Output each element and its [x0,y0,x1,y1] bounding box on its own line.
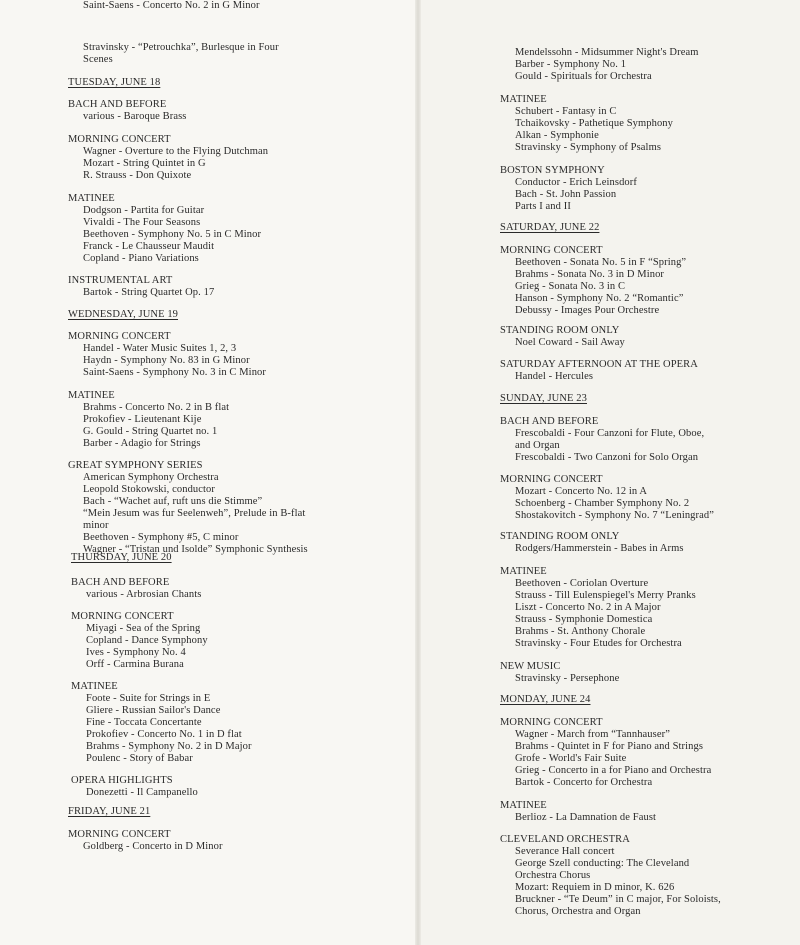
program-item: Bartok - String Quartet Op. 17 [83,287,215,298]
section-heading: OPERA HIGHLIGHTS [71,775,173,786]
section-heading: MORNING CONCERT [68,829,171,840]
program-item: Bartok - Concerto for Orchestra [515,777,653,788]
program-item: Mendelssohn - Midsummer Night's Dream [515,47,699,58]
section-heading: BACH AND BEFORE [71,577,170,588]
program-item: Mozart - Concerto No. 12 in A [515,486,648,497]
day-heading: FRIDAY, JUNE 21 [68,806,151,817]
program-item: Foote - Suite for Strings in E [86,693,211,704]
program-item: Orchestra Chorus [515,870,591,881]
program-item: Donezetti - Il Campanello [86,787,198,798]
program-item: Scenes [83,54,113,65]
program-item: Bruckner - “Te Deum” in C major, For Soloists, [515,894,721,905]
section-heading: BACH AND BEFORE [68,99,167,110]
section-heading: MATINEE [500,800,547,811]
day-heading: SUNDAY, JUNE 23 [500,393,587,404]
program-item: Grofe - World's Fair Suite [515,753,627,764]
program-item: Severance Hall concert [515,846,615,857]
program-item: Shostakovitch - Symphony No. 7 “Leningrad” [515,510,715,521]
section-heading: GREAT SYMPHONY SERIES [68,460,203,471]
program-item: Copland - Dance Symphony [86,635,208,646]
program-item: Gould - Spirituals for Orchestra [515,71,652,82]
program-item: Vivaldi - The Four Seasons [83,217,201,228]
day-heading: TUESDAY, JUNE 18 [68,77,161,88]
day-heading: THURSDAY, JUNE 20 [71,552,172,563]
program-item: Parts I and II [515,201,571,212]
section-heading: MATINEE [68,390,115,401]
program-item: Brahms - Concerto No. 2 in B flat [83,402,230,413]
program-item: Bach - St. John Passion [515,189,617,200]
program-item: Brahms - Symphony No. 2 in D Major [86,741,252,752]
section-heading: MORNING CONCERT [68,134,171,145]
day-heading: MONDAY, JUNE 24 [500,694,591,705]
program-item: Franck - Le Chausseur Maudit [83,241,215,252]
program-item: Beethoven - Coriolan Overture [515,578,649,589]
section-heading: MATINEE [500,94,547,105]
program-item: Gliere - Russian Sailor's Dance [86,705,221,716]
program-item: Strauss - Symphonie Domestica [515,614,653,625]
program-item: Wagner - “Tristan und Isolde” Symphonic Synthesis [83,544,308,555]
program-item: Stravinsky - Four Etudes for Orchestra [515,638,682,649]
program-item: Conductor - Erich Leinsdorf [515,177,637,188]
program-item: Grieg - Sonata No. 3 in C [515,281,626,292]
program-item: Chorus, Orchestra and Organ [515,906,641,917]
program-item: minor [83,520,109,531]
day-heading: SATURDAY, JUNE 22 [500,222,600,233]
program-item: Beethoven - Sonata No. 5 in F “Spring” [515,257,687,268]
program-item: American Symphony Orchestra [83,472,219,483]
program-item: Liszt - Concerto No. 2 in A Major [515,602,661,613]
program-item: Stravinsky - Persephone [515,673,620,684]
program-item: Haydn - Symphony No. 83 in G Minor [83,355,250,366]
page-fold [415,0,421,945]
program-item: Mozart - String Quintet in G [83,158,206,169]
section-heading: MATINEE [71,681,118,692]
program-item: Stravinsky - “Petrouchka”, Burlesque in Four [83,42,279,53]
section-heading: MORNING CONCERT [500,717,603,728]
program-item: Bach - “Wachet auf, ruft uns die Stimme” [83,496,263,507]
program-item: Alkan - Symphonie [515,130,599,141]
program-item: Mozart: Requiem in D minor, K. 626 [515,882,675,893]
program-item: Noel Coward - Sail Away [515,337,625,348]
program-item: “Mein Jesum was fur Seelenweh”, Prelude in B-flat [83,508,306,519]
program-item: Goldberg - Concerto in D Minor [83,841,223,852]
program-item: Beethoven - Symphony #5, C minor [83,532,239,543]
section-heading: CLEVELAND ORCHESTRA [500,834,630,845]
program-item: Stravinsky - Symphony of Psalms [515,142,662,153]
program-item: Saint-Saens - Symphony No. 3 in C Minor [83,367,266,378]
program-item: Brahms - St. Anthony Chorale [515,626,646,637]
program-item: and Organ [515,440,560,451]
section-heading: INSTRUMENTAL ART [68,275,173,286]
section-heading: BACH AND BEFORE [500,416,599,427]
program-item: Schoenberg - Chamber Symphony No. 2 [515,498,690,509]
section-heading: SATURDAY AFTERNOON AT THE OPERA [500,359,698,370]
program-item: Wagner - March from “Tannhauser” [515,729,670,740]
section-heading: NEW MUSIC [500,661,561,672]
program-item: Handel - Water Music Suites 1, 2, 3 [83,343,237,354]
program-item: R. Strauss - Don Quixote [83,170,192,181]
program-item: Grieg - Concerto in a for Piano and Orchestra [515,765,712,776]
program-item: Frescobaldi - Four Canzoni for Flute, Oboe, [515,428,705,439]
program-item: George Szell conducting: The Cleveland [515,858,690,869]
program-item: G. Gould - String Quartet no. 1 [83,426,218,437]
program-item: Schubert - Fantasy in C [515,106,617,117]
program-item: Hanson - Symphony No. 2 “Romantic” [515,293,684,304]
section-heading: MATINEE [500,566,547,577]
program-item: Berlioz - La Damnation de Faust [515,812,657,823]
program-item: Frescobaldi - Two Canzoni for Solo Organ [515,452,699,463]
program-item: various - Arbrosian Chants [86,589,202,600]
day-heading: WEDNESDAY, JUNE 19 [68,309,179,320]
program-item: Strauss - Till Eulenspiegel's Merry Pranks [515,590,696,601]
program-item: Handel - Hercules [515,371,594,382]
program-item: Rodgers/Hammerstein - Babes in Arms [515,543,684,554]
program-item: Prokofiev - Concerto No. 1 in D flat [86,729,242,740]
program-item: Fine - Toccata Concertante [86,717,202,728]
program-item: Barber - Adagio for Strings [83,438,201,449]
section-heading: BOSTON SYMPHONY [500,165,605,176]
section-heading: MORNING CONCERT [71,611,174,622]
program-item: Copland - Piano Variations [83,253,199,264]
program-item: Miyagi - Sea of the Spring [86,623,201,634]
program-item: Beethoven - Symphony No. 5 in C Minor [83,229,262,240]
section-heading: STANDING ROOM ONLY [500,325,620,336]
program-item: Ives - Symphony No. 4 [86,647,186,658]
program-item: Orff - Carmina Burana [86,659,184,670]
program-item: Dodgson - Partita for Guitar [83,205,205,216]
program-item: Saint-Saens - Concerto No. 2 in G Minor [83,0,260,11]
section-heading: MORNING CONCERT [500,245,603,256]
section-heading: MORNING CONCERT [500,474,603,485]
section-heading: STANDING ROOM ONLY [500,531,620,542]
program-item: Debussy - Images Pour Orchestre [515,305,660,316]
program-item: Poulenc - Story of Babar [86,753,193,764]
program-item: Wagner - Overture to the Flying Dutchman [83,146,269,157]
program-item: Leopold Stokowski, conductor [83,484,215,495]
program-item: Brahms - Sonata No. 3 in D Minor [515,269,665,280]
section-heading: MORNING CONCERT [68,331,171,342]
program-item: Brahms - Quintet in F for Piano and Strings [515,741,704,752]
program-item: Tchaikovsky - Pathetique Symphony [515,118,674,129]
program-item: Prokofiev - Lieutenant Kije [83,414,202,425]
section-heading: MATINEE [68,193,115,204]
program-item: Barber - Symphony No. 1 [515,59,627,70]
program-item: various - Baroque Brass [83,111,187,122]
